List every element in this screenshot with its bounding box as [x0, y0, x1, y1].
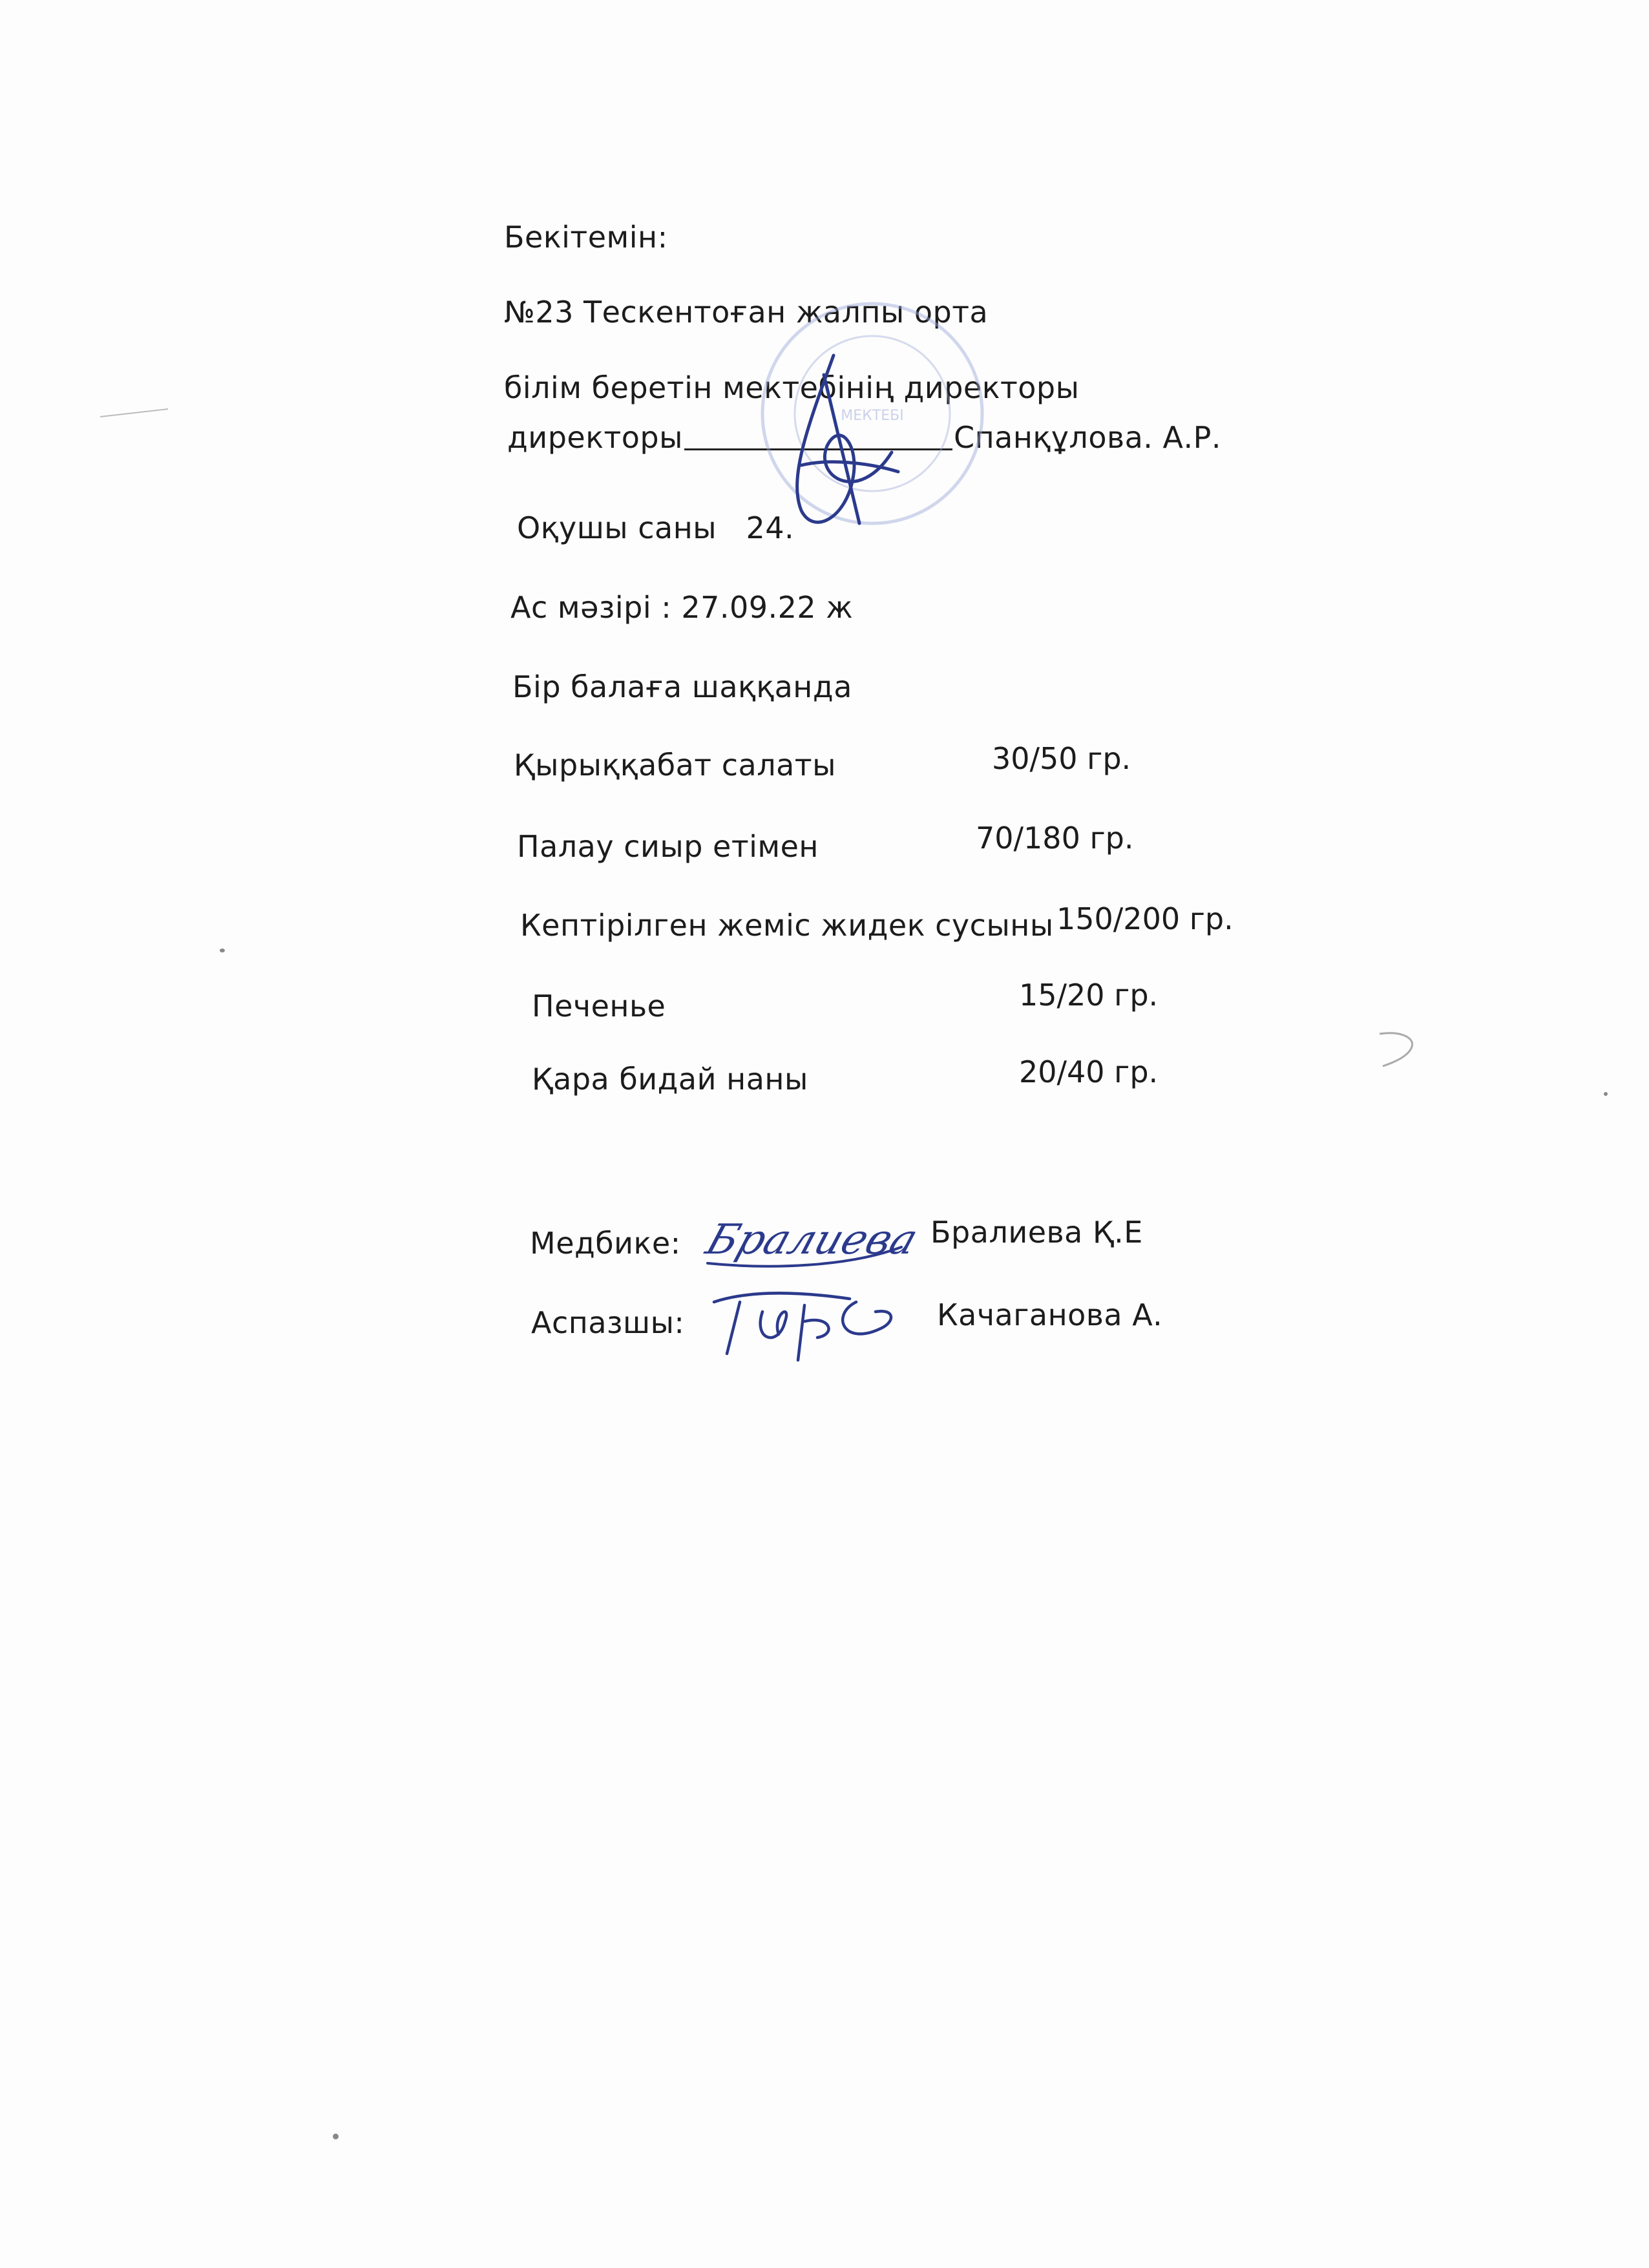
menu-item-name: Печенье [532, 989, 666, 1024]
scan-speck [333, 2134, 339, 2139]
cook-label: Аспазшы: [531, 1305, 685, 1340]
student-count-label: Оқушы саны [517, 510, 717, 545]
menu-item-portion: 20/40 гр. [1019, 1055, 1159, 1089]
student-count-line [517, 510, 794, 545]
nurse-label: Медбике: [530, 1226, 681, 1261]
nurse-name: Бралиева Қ.Е [930, 1215, 1143, 1250]
nurse-signature [695, 1202, 924, 1279]
cook-signature [701, 1276, 921, 1367]
director-prefix: директоры [507, 420, 683, 455]
student-count-value: 24. [746, 510, 795, 545]
menu-item-name: Кептірілген жеміс жидек сусыны [520, 908, 1054, 943]
menu-item-name: Палау сиыр етімен [517, 829, 819, 864]
stamp-text: МЕКТЕБІ [841, 408, 904, 424]
menu-item-portion: 15/20 гр. [1019, 978, 1159, 1013]
cook-name: Качаганова А. [937, 1297, 1163, 1332]
menu-item-name: Қырыққабат салаты [514, 748, 836, 782]
school-line-1: №23 Тескентоған жалпы орта [504, 295, 989, 330]
scan-speck [220, 949, 225, 952]
menu-item-portion: 150/200 гр. [1056, 901, 1234, 936]
menu-date: Ас мәзірі : 27.09.22 ж [510, 590, 854, 625]
approval-heading: Бекітемін: [504, 220, 668, 255]
school-line-2: білім беретін мектебінің директоры [504, 370, 1080, 405]
menu-item-portion: 30/50 гр. [992, 741, 1131, 776]
director-name: Спанқұлова. А.Р. [953, 420, 1221, 455]
scan-speck [1604, 1092, 1608, 1096]
menu-item-name: Қара бидай наны [532, 1062, 808, 1097]
svg-text:Бралиева: Бралиева [700, 1215, 924, 1264]
scan-mark [97, 404, 174, 423]
scan-mark [1373, 1027, 1425, 1073]
menu-item-portion: 70/180 гр. [976, 821, 1134, 856]
per-child-label: Бір балаға шаққанда [512, 669, 852, 704]
